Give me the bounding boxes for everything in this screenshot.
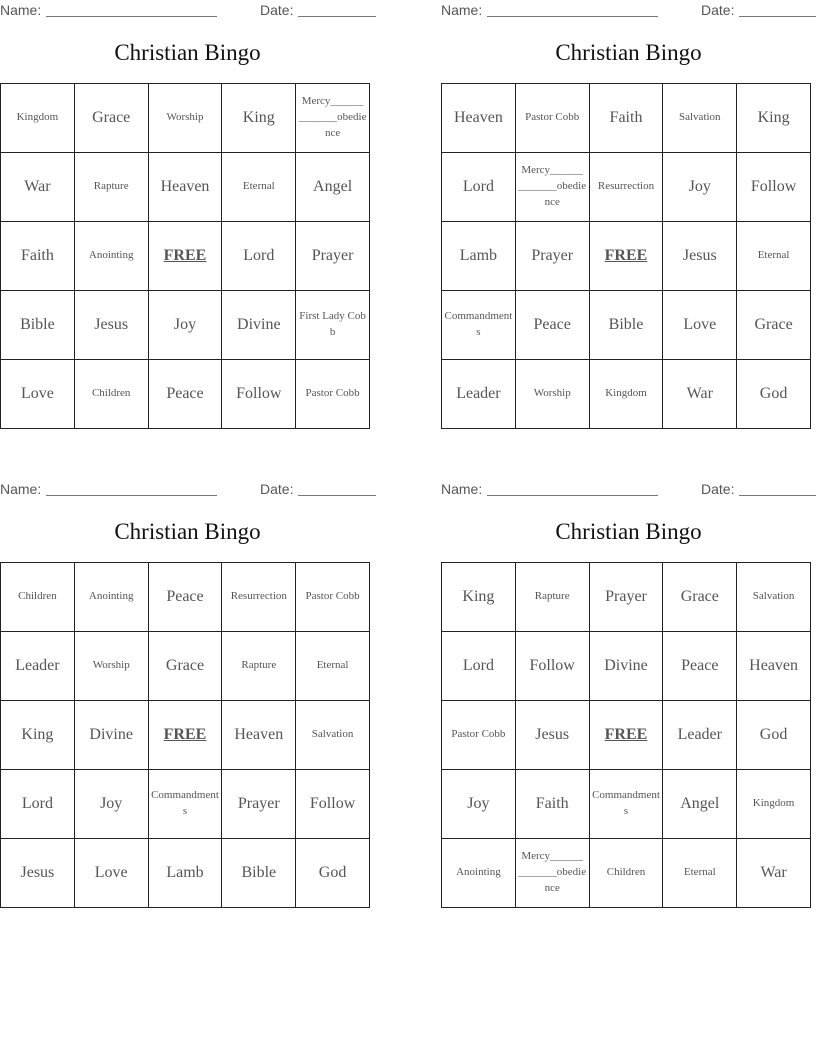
bingo-cell: Angel (663, 770, 737, 839)
bingo-row (442, 839, 811, 908)
bingo-cell: Divine (222, 291, 296, 360)
bingo-cell: Grace (74, 84, 148, 153)
bingo-cell: Commandments (589, 770, 663, 839)
bingo-row (1, 291, 370, 360)
bingo-cell: Joy (74, 770, 148, 839)
bingo-cell: Worship (74, 632, 148, 701)
bingo-row (1, 839, 370, 908)
free-space-cell: FREE (148, 222, 222, 291)
bingo-cell: Lord (222, 222, 296, 291)
bingo-cell: Angel (296, 153, 370, 222)
bingo-cell: Kingdom (737, 770, 811, 839)
bingo-cell: Peace (148, 360, 222, 429)
bingo-row (442, 222, 811, 291)
bingo-cell: Leader (1, 632, 75, 701)
bingo-card (0, 479, 375, 882)
bingo-row (442, 632, 811, 701)
bingo-cell: Mercy______ _______obedience (515, 839, 589, 908)
bingo-cell: Heaven (442, 84, 516, 153)
bingo-cell: King (737, 84, 811, 153)
bingo-row (442, 360, 811, 429)
card-header (441, 479, 816, 499)
bingo-grid (441, 83, 811, 429)
bingo-cell: Bible (222, 839, 296, 908)
date-label: Date: (701, 481, 735, 497)
card-title: Christian Bingo (555, 519, 702, 544)
bingo-cell: Rapture (74, 153, 148, 222)
bingo-card (0, 0, 375, 403)
bingo-card (441, 479, 816, 894)
name-blank-line (487, 16, 658, 17)
bingo-cell: Grace (148, 632, 222, 701)
bingo-cell: War (663, 360, 737, 429)
bingo-cell: Commandments (442, 291, 516, 360)
bingo-cell: Love (663, 291, 737, 360)
bingo-cell: Grace (737, 291, 811, 360)
bingo-cell: Rapture (515, 563, 589, 632)
bingo-grid (441, 562, 811, 908)
bingo-row (442, 291, 811, 360)
date-blank-line (739, 495, 816, 496)
bingo-row (1, 84, 370, 153)
bingo-cell: War (1, 153, 75, 222)
bingo-cell: Pastor Cobb (515, 84, 589, 153)
bingo-grid (0, 83, 370, 429)
bingo-row (1, 701, 370, 770)
name-label: Name: (0, 2, 42, 18)
bingo-row (1, 222, 370, 291)
bingo-cell: Follow (515, 632, 589, 701)
bingo-cell: Mercy______ _______obedience (515, 153, 589, 222)
bingo-cell: Kingdom (589, 360, 663, 429)
free-space-cell: FREE (148, 701, 222, 770)
bingo-cell: Joy (663, 153, 737, 222)
bingo-cell: God (737, 701, 811, 770)
bingo-cell: Follow (296, 770, 370, 839)
bingo-cell: God (737, 360, 811, 429)
bingo-cell: Eternal (737, 222, 811, 291)
bingo-cell: Anointing (74, 563, 148, 632)
name-blank-line (46, 16, 217, 17)
bingo-cell: Resurrection (589, 153, 663, 222)
date-blank-line (298, 16, 376, 17)
bingo-row (1, 153, 370, 222)
bingo-cell: Joy (148, 291, 222, 360)
bingo-cell: Worship (515, 360, 589, 429)
bingo-cell: Prayer (589, 563, 663, 632)
bingo-cell: Follow (737, 153, 811, 222)
bingo-cell: King (222, 84, 296, 153)
bingo-cell: Leader (663, 701, 737, 770)
bingo-cell: Lord (442, 153, 516, 222)
bingo-cell: Salvation (296, 701, 370, 770)
bingo-cell: Prayer (296, 222, 370, 291)
bingo-row (442, 563, 811, 632)
bingo-cell: Jesus (663, 222, 737, 291)
bingo-cell: Divine (74, 701, 148, 770)
name-blank-line (46, 495, 217, 496)
card-title: Christian Bingo (114, 519, 261, 544)
bingo-cell: Lamb (442, 222, 516, 291)
bingo-row (1, 632, 370, 701)
bingo-cell: Anointing (442, 839, 516, 908)
name-label: Name: (0, 481, 42, 497)
bingo-cell: Peace (515, 291, 589, 360)
name-label: Name: (441, 2, 483, 18)
bingo-cell: Worship (148, 84, 222, 153)
bingo-cell: Faith (589, 84, 663, 153)
bingo-cell: Follow (222, 360, 296, 429)
bingo-cell: Pastor Cobb (296, 563, 370, 632)
bingo-cell: Resurrection (222, 563, 296, 632)
bingo-cell: Lamb (148, 839, 222, 908)
bingo-cell: King (442, 563, 516, 632)
bingo-cell: Heaven (737, 632, 811, 701)
bingo-cell: Mercy______ _______obedience (296, 84, 370, 153)
date-label: Date: (701, 2, 735, 18)
bingo-row (442, 153, 811, 222)
bingo-row (1, 563, 370, 632)
bingo-cell: Salvation (663, 84, 737, 153)
bingo-cell: Lord (442, 632, 516, 701)
bingo-cell: Peace (663, 632, 737, 701)
card-title: Christian Bingo (114, 40, 261, 65)
bingo-cell: Commandments (148, 770, 222, 839)
bingo-cell: Bible (589, 291, 663, 360)
bingo-cell: King (1, 701, 75, 770)
date-label: Date: (260, 481, 294, 497)
bingo-cell: Jesus (1, 839, 75, 908)
bingo-cell: Bible (1, 291, 75, 360)
bingo-cell: Prayer (222, 770, 296, 839)
bingo-cell: Pastor Cobb (442, 701, 516, 770)
card-title: Christian Bingo (555, 40, 702, 65)
bingo-cell: Jesus (74, 291, 148, 360)
bingo-cell: Children (589, 839, 663, 908)
bingo-cell: War (737, 839, 811, 908)
bingo-cell: Joy (442, 770, 516, 839)
bingo-cell: Leader (442, 360, 516, 429)
bingo-grid (0, 562, 370, 908)
bingo-row (1, 770, 370, 839)
bingo-row (442, 770, 811, 839)
bingo-cell: Divine (589, 632, 663, 701)
bingo-cell: First Lady Cobb (296, 291, 370, 360)
bingo-cell: Love (74, 839, 148, 908)
bingo-cell: Grace (663, 563, 737, 632)
bingo-cell: Kingdom (1, 84, 75, 153)
bingo-row (1, 360, 370, 429)
bingo-cell: Eternal (663, 839, 737, 908)
bingo-cell: Eternal (296, 632, 370, 701)
bingo-cell: Love (1, 360, 75, 429)
name-blank-line (487, 495, 658, 496)
free-space-cell: FREE (589, 701, 663, 770)
date-blank-line (739, 16, 816, 17)
bingo-row (442, 701, 811, 770)
bingo-cell: Peace (148, 563, 222, 632)
card-header (0, 479, 375, 499)
card-header (441, 0, 816, 20)
free-space-cell: FREE (589, 222, 663, 291)
bingo-cell: Children (74, 360, 148, 429)
date-blank-line (298, 495, 376, 496)
bingo-cell: Anointing (74, 222, 148, 291)
bingo-cell: God (296, 839, 370, 908)
bingo-cell: Salvation (737, 563, 811, 632)
bingo-cell: Eternal (222, 153, 296, 222)
bingo-cell: Prayer (515, 222, 589, 291)
bingo-card (441, 0, 816, 403)
bingo-cell: Rapture (222, 632, 296, 701)
bingo-cell: Pastor Cobb (296, 360, 370, 429)
bingo-cell: Faith (1, 222, 75, 291)
bingo-cell: Lord (1, 770, 75, 839)
bingo-row (442, 84, 811, 153)
bingo-cell: Children (1, 563, 75, 632)
name-label: Name: (441, 481, 483, 497)
card-header (0, 0, 375, 20)
bingo-cell: Faith (515, 770, 589, 839)
bingo-cell: Heaven (222, 701, 296, 770)
bingo-cell: Jesus (515, 701, 589, 770)
date-label: Date: (260, 2, 294, 18)
bingo-cell: Heaven (148, 153, 222, 222)
